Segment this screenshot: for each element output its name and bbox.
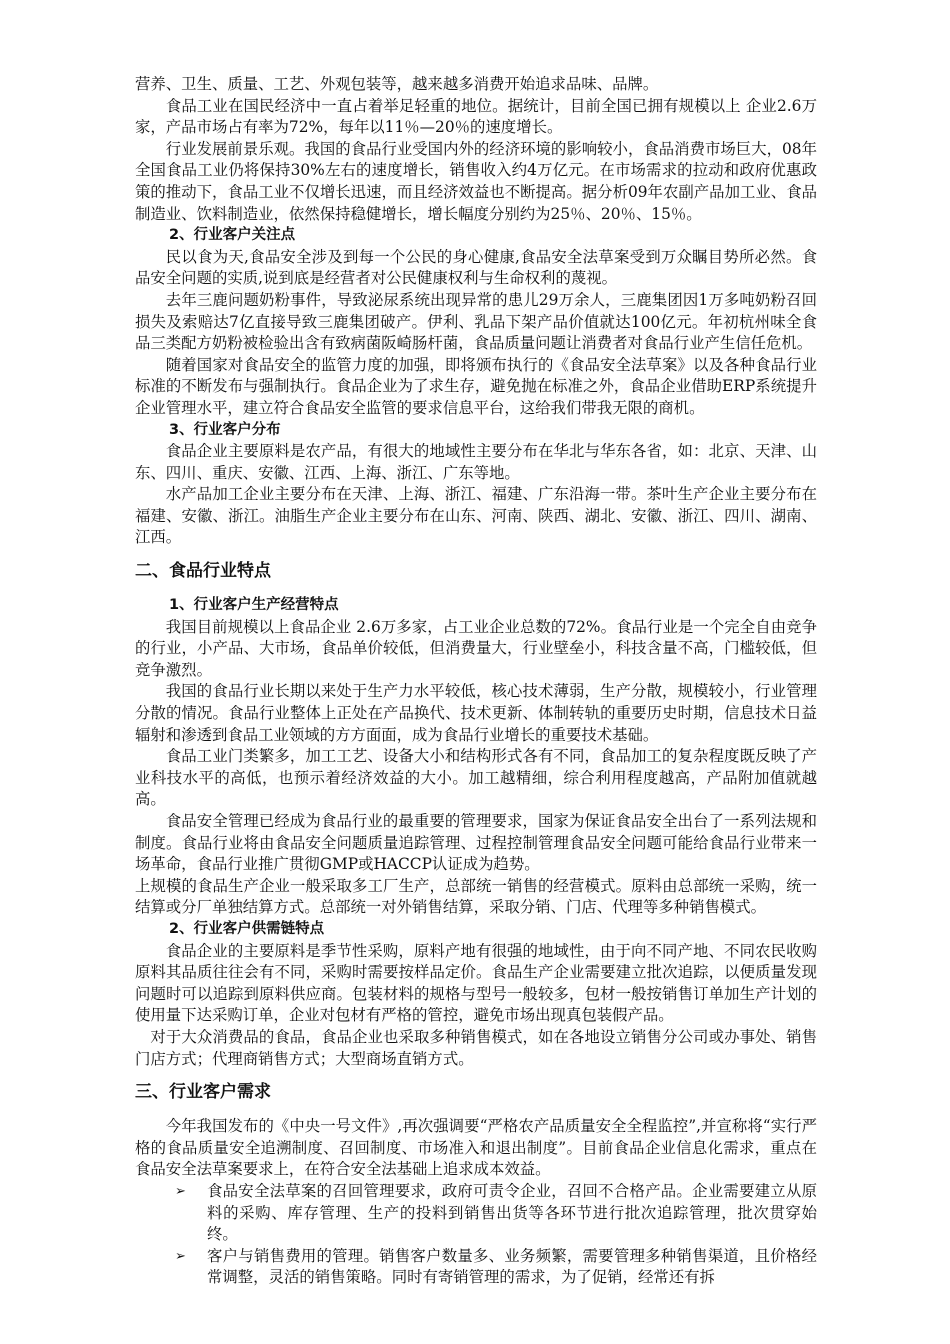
subsection-heading: 1、行业客户生产经营特点 xyxy=(169,597,339,614)
arrow-bullet-icon: ➢ xyxy=(175,1248,186,1264)
paragraph: 水产品加工企业主要分布在天津、上海、浙江、福建、广东沿海一带。茶叶生产企业主要分布在福建、安徽、浙江。油脂生产企业主要分布在山东、河南、陕西、湖北、安徽、浙江、四川、湖南、江西。 xyxy=(135,485,817,547)
paragraph: 今年我国发布的《中央一号文件》,再次强调要“严格农产品质量安全全程监控”,并宣称将“实行严格的食品质量安全追溯制度、召回制度、市场准入和退出制度”。目前食品企业信息化需求，重点在食品安全法草案要求上，在符合安全法基础上追求成本效益。 xyxy=(135,1117,817,1179)
paragraph: 营养、卫生、质量、工艺、外观包装等，越来越多消费开始追求品味、品牌。 xyxy=(135,75,659,93)
list-item xyxy=(175,1246,817,1289)
paragraph: 食品安全管理已经成为食品行业的最重要的管理要求，国家为保证食品安全出台了一系列法规和制度。食品行业将由食品安全问题质量追踪管理、过程控制管理食品安全问题可能给食品行业带来一场革命，食品行业推广贯彻GMP或HACCP认证成为趋势。 xyxy=(135,812,817,874)
list-item xyxy=(175,1181,817,1246)
arrow-bullet-icon: ➢ xyxy=(175,1183,186,1199)
subsection-heading: 3、行业客户分布 xyxy=(169,421,281,438)
paragraph: 食品企业主要原料是农产品，有很大的地域性主要分布在华北与华东各省，如：北京、天津、山东、四川、重庆、安徽、江西、上海、浙江、广东等地。 xyxy=(135,442,817,482)
section-heading: 二、食品行业特点 xyxy=(135,561,271,582)
paragraph: 民以食为天,食品安全涉及到每一个公民的身心健康,食品安全法草案受到万众瞩目势所必然。食品安全问题的实质,说到底是经营者对公民健康权利与生命权利的蔑视。 xyxy=(135,247,817,288)
paragraph: 食品工业门类繁多，加工工艺、设备大小和结构形式各有不同，食品加工的复杂程度既反映了产业科技水平的高低，也预示着经济效益的大小。加工越精细，综合利用程度越高，产品附加值就越高。 xyxy=(135,747,817,809)
paragraph: 食品工业在国民经济中一直占着举足轻重的地位。据统计，目前全国已拥有规模以上 企业2.6万家，产品市场占有率为72%，每年以11％—20％的速度增长。 xyxy=(135,96,817,137)
subsection-heading: 2、行业客户供需链特点 xyxy=(169,920,325,937)
subsection-heading: 2、行业客户关注点 xyxy=(169,227,296,244)
paragraph: 去年三鹿问题奶粉事件，导致泌尿系统出现异常的患儿29万余人，三鹿集团因1万多吨奶粉召回损失及索赔达7亿直接导致三鹿集团破产。伊利、乳品下架产品价值就达100亿元。年初杭州味全食品三类配方奶粉被检验出含有致病菌阪崎肠杆菌，食品质量问题让消费者对食品行业产生信任危机。 xyxy=(135,290,817,353)
section-heading: 三、行业客户需求 xyxy=(135,1082,271,1103)
paragraph: 我国目前规模以上食品企业 2.6万多家，占工业企业总数的72%。食品行业是一个完全自由竞争的行业，小产品、大市场，食品单价较低，但消费量大，行业壁垒小，科技含量不高，门槛较低，但竞争激烈。 xyxy=(135,617,817,679)
list-item-text: 食品安全法草案的召回管理要求，政府可责令企业，召回不合格产品。企业需要建立从原料的采购、库存管理、生产的投料到销售出货等各环节进行批次追踪管理，批次贯穿始终。 xyxy=(207,1181,817,1244)
paragraph: 对于大众消费品的食品，食品企业也采取多种销售模式，如在各地设立销售分公司或办事处、销售门店方式；代理商销售方式；大型商场直销方式。 xyxy=(135,1027,817,1068)
paragraph: 食品企业的主要原料是季节性采购，原料产地有很强的地域性，由于向不同产地、不同农民收购原料其品质往往会有不同，采购时需要按样品定价。食品生产企业需要建立批次追踪，以便质量发现问题时可以追踪到原料供应商。包装材料的规格与型号一般较多，包材一般按销售订单加生产计划的使用量下达采购订单，企业对包材有严格的管控，避免市场出现真包装假产品。 xyxy=(135,941,817,1025)
list-item-text: 客户与销售费用的管理。销售客户数量多、业务频繁，需要管理多种销售渠道，且价格经常调整，灵活的销售策略。同时有寄销管理的需求，为了促销，经常还有拆 xyxy=(207,1246,817,1287)
paragraph: 行业发展前景乐观。我国的食品行业受国内外的经济环境的影响较小，食品消费市场巨大，08年全国食品工业仍将保持30%左右的速度增长，销售收入约4万亿元。在市场需求的拉动和政府优惠政策的推动下，食品工业不仅增长迅速，而且经济效益也不断提高。据分析09年农副产品加工业、食品制造业、饮料制造业，依然保持稳健增长，增长幅度分别约为25％、20％、15％。 xyxy=(135,139,817,223)
paragraph: 我国的食品行业长期以来处于生产力水平较低，核心技术薄弱，生产分散，规模较小，行业管理分散的情况。食品行业整体上正处在产品换代、技术更新、体制转轨的重要历史时期，信息技术日益辐射和渗透到食品工业领域的方方面面，成为食品行业增长的重要技术基础。 xyxy=(135,682,817,744)
document-page xyxy=(135,74,817,1289)
paragraph: 随着国家对食品安全的监管力度的加强，即将颁布执行的《食品安全法草案》以及各种食品行业标准的不断发布与强制执行。食品企业为了求生存，避免抛在标准之外，食品企业借助ERP系统提升企业管理水平，建立符合食品安全监管的要求信息平台，这给我们带我无限的商机。 xyxy=(135,355,817,417)
paragraph: 上规模的食品生产企业一般采取多工厂生产，总部统一销售的经营模式。原料由总部统一采购，统一结算或分厂单独结算方式。总部统一对外销售结算，采取分销、门店、代理等多种销售模式。 xyxy=(135,876,817,917)
